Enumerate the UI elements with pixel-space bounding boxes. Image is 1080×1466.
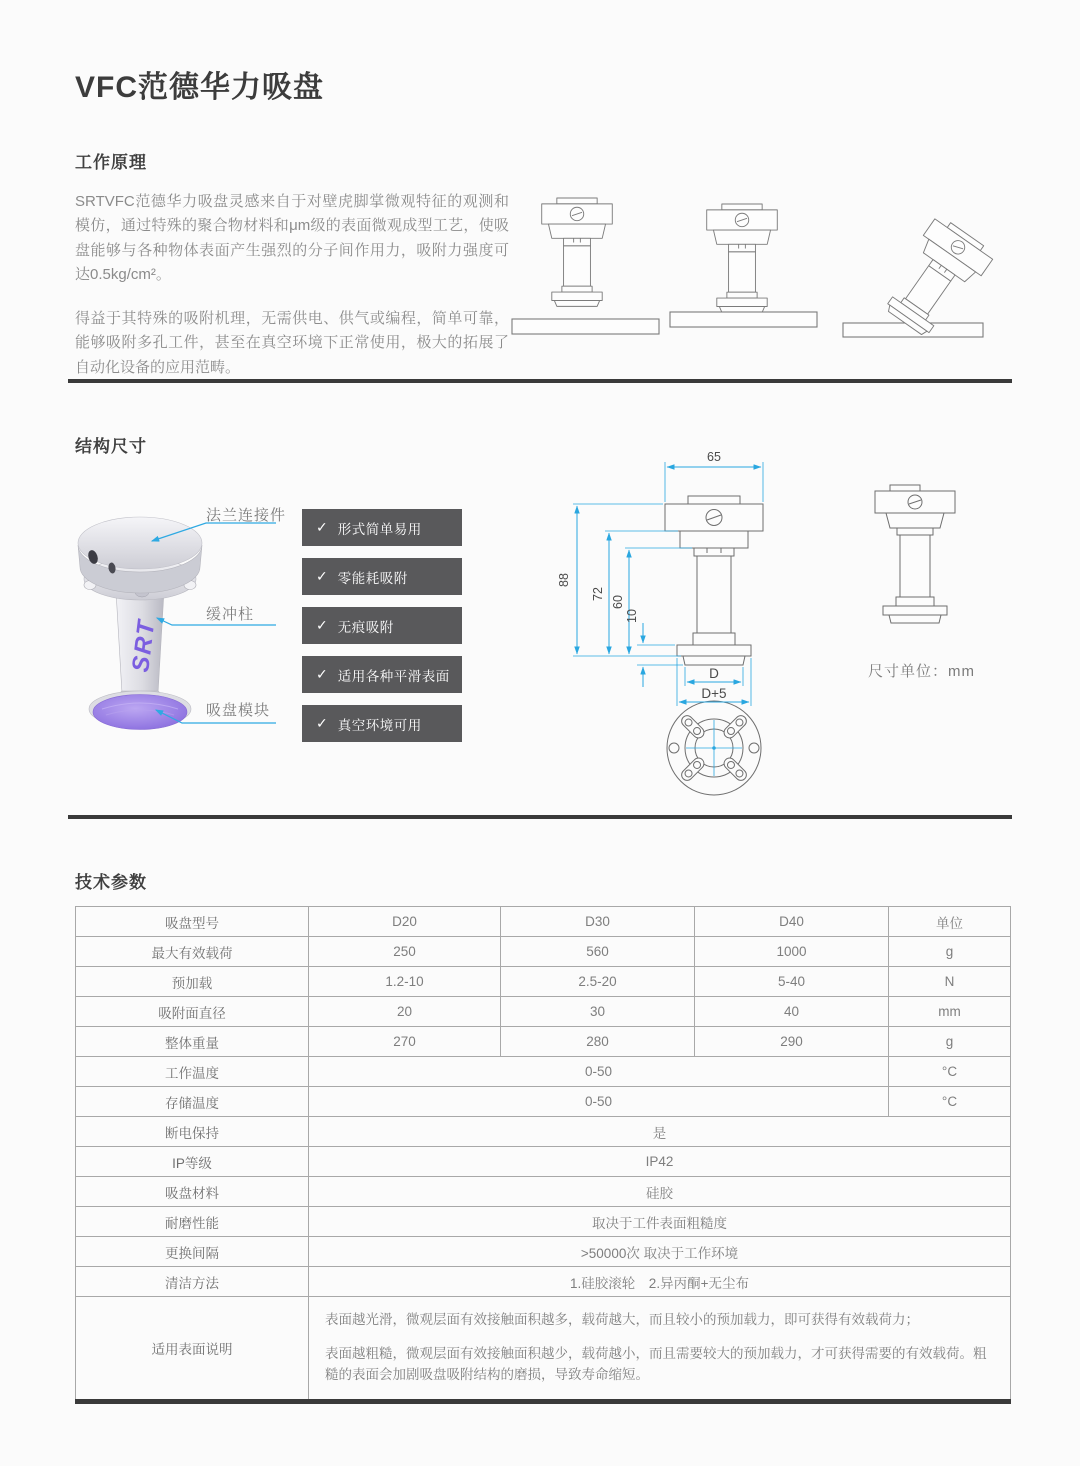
spec-value-cell: 是 [309,1117,1011,1147]
illustration-attached [670,204,817,327]
spec-unit-cell: °C [889,1057,1011,1087]
surface-note-smooth: 表面越光滑，微观层面有效接触面积越多，载荷越大，而且较小的预加载力，即可获得有效载荷力； [325,1312,919,1327]
illustration-hovering [512,198,659,334]
spec-value-cell: D30 [501,907,695,937]
spec-label-cell: 整体重量 [76,1027,309,1057]
specs-table [75,906,1011,1404]
table-row [76,1027,1011,1057]
spec-label-cell: 耐磨性能 [76,1207,309,1237]
dim-d: D [709,666,719,681]
spec-value-cell: >50000次 取决于工作环境 [309,1237,1011,1267]
table-row [76,1267,1011,1297]
spec-value-cell: 30 [501,997,695,1027]
checkmark-icon: ✓ [316,519,328,535]
spec-value-cell: 1000 [695,937,889,967]
spec-value-cell: 20 [309,997,501,1027]
brand-logo: SRT [127,617,161,674]
table-row [76,1147,1011,1177]
unit-note: 尺寸单位：mm [868,663,975,680]
section-heading-specs: 技术参数 [75,873,147,892]
table-row [76,1207,1011,1237]
page-title: VFC范德华力吸盘 [75,71,324,104]
dim-10: 10 [625,609,639,623]
feature-label: 真空环境可用 [337,717,422,733]
dim-60: 60 [611,595,625,609]
spec-label-cell: 更换间隔 [76,1237,309,1267]
spec-label-cell: 断电保持 [76,1117,309,1147]
spec-value-cell: IP42 [309,1147,1011,1177]
table-row [76,967,1011,997]
spec-value-cell: 硅胶 [309,1177,1011,1207]
spec-label-cell: 吸附面直径 [76,997,309,1027]
spec-value-cell: 250 [309,937,501,967]
surface-note-rough: 表面越粗糙，微观层面有效接触面积越少，载荷越小，而且需要较大的预加载力，才可获得需要的有效载荷。粗糙的表面会加剧吸盘吸附结构的磨损，导致寿命缩短。 [325,1345,987,1382]
spec-unit-cell: 单位 [889,907,1011,937]
checkmark-icon: ✓ [316,568,328,584]
spec-label-cell: 适用表面说明 [76,1297,309,1402]
spec-value-cell: D40 [695,907,889,937]
feature-label: 零能耗吸附 [337,570,408,586]
feature-item [302,656,462,693]
spec-label-cell: 最大有效载荷 [76,937,309,967]
feature-item [302,607,462,644]
table-row [76,1177,1011,1207]
checkmark-icon: ✓ [316,617,328,633]
spec-label-cell: 吸盘型号 [76,907,309,937]
principle-paragraph-1: SRTVFC范德华力吸盘灵感来自于对壁虎脚掌微观特征的观测和模仿，通过特殊的聚合物材料和μm级的表面微观成型工艺，使吸盘能够与各种物体表面产生强烈的分子间作用力，吸附力强度可达0.5kg/cm²。 [75,193,509,283]
spec-unit-cell: mm [889,997,1011,1027]
checkmark-icon: ✓ [316,666,328,682]
feature-item [302,558,462,595]
spec-value-cell: 取决于工件表面粗糙度 [309,1207,1011,1237]
feature-item [302,509,462,546]
feature-list [302,509,462,754]
illustration-tilted [843,214,996,343]
spec-unit-cell: °C [889,1087,1011,1117]
section-divider [68,815,1012,819]
table-row [76,907,1011,937]
feature-label: 无痕吸附 [337,619,394,635]
spec-label-cell: IP等级 [76,1147,309,1177]
spec-unit-cell: N [889,967,1011,997]
section-divider [68,379,1012,383]
spec-value-cell: 2.5-20 [501,967,695,997]
spec-label-cell: 工作温度 [76,1057,309,1087]
spec-value-cell: 0-50 [309,1087,889,1117]
table-row [76,1297,1011,1402]
spec-label-cell: 清洁方法 [76,1267,309,1297]
table-row [76,1087,1011,1117]
front-view [665,496,763,665]
section-heading-working-principle: 工作原理 [75,153,147,172]
spec-label-cell: 预加载 [76,967,309,997]
table-row [76,1057,1011,1087]
spec-value-cell: D20 [309,907,501,937]
table-row [76,1237,1011,1267]
callout-label-pad: 吸盘模块 [206,702,271,719]
spec-value-cell: 1.硅胶滚轮 2.异丙酮+无尘布 [309,1267,1011,1297]
checkmark-icon: ✓ [316,715,328,731]
suction-cup-usage-illustrations [505,182,1015,352]
spec-value-cell: 0-50 [309,1057,889,1087]
dim-88: 88 [557,573,571,587]
product-body [78,517,202,730]
working-principle-text [75,190,509,400]
dim-d5: D+5 [701,686,727,701]
spec-value-cell: 270 [309,1027,501,1057]
callout-label-flange: 法兰连接件 [206,507,287,524]
spec-value-cell: 280 [501,1027,695,1057]
dim-width: 65 [707,450,721,464]
spec-unit-cell: g [889,1027,1011,1057]
dim-72: 72 [591,587,605,601]
spec-value-cell: 1.2-10 [309,967,501,997]
feature-label: 适用各种平滑表面 [337,668,450,684]
dimension-drawing [555,450,1025,810]
table-row [76,1117,1011,1147]
section-heading-structure: 结构尺寸 [75,437,147,456]
principle-paragraph-2: 得益于其特殊的吸附机理，无需供电、供气或编程，简单可靠，能够吸附多孔工件，甚至在真空环境下正常使用，极大的拓展了自动化设备的应用范畴。 [75,310,509,376]
suction-pad [93,695,187,730]
table-row [76,937,1011,967]
spec-value-cell: 560 [501,937,695,967]
spec-label-cell: 吸盘材料 [76,1177,309,1207]
feature-label: 形式简单易用 [337,521,422,537]
table-row [76,997,1011,1027]
spec-value-cell: 5-40 [695,967,889,997]
spec-value-cell: 40 [695,997,889,1027]
side-view [875,485,955,623]
spec-unit-cell: g [889,937,1011,967]
callout-label-buffer: 缓冲柱 [206,606,255,623]
spec-label-cell: 存储温度 [76,1087,309,1117]
spec-value-cell: 290 [695,1027,889,1057]
feature-item [302,705,462,742]
spec-description-cell [309,1297,1011,1402]
